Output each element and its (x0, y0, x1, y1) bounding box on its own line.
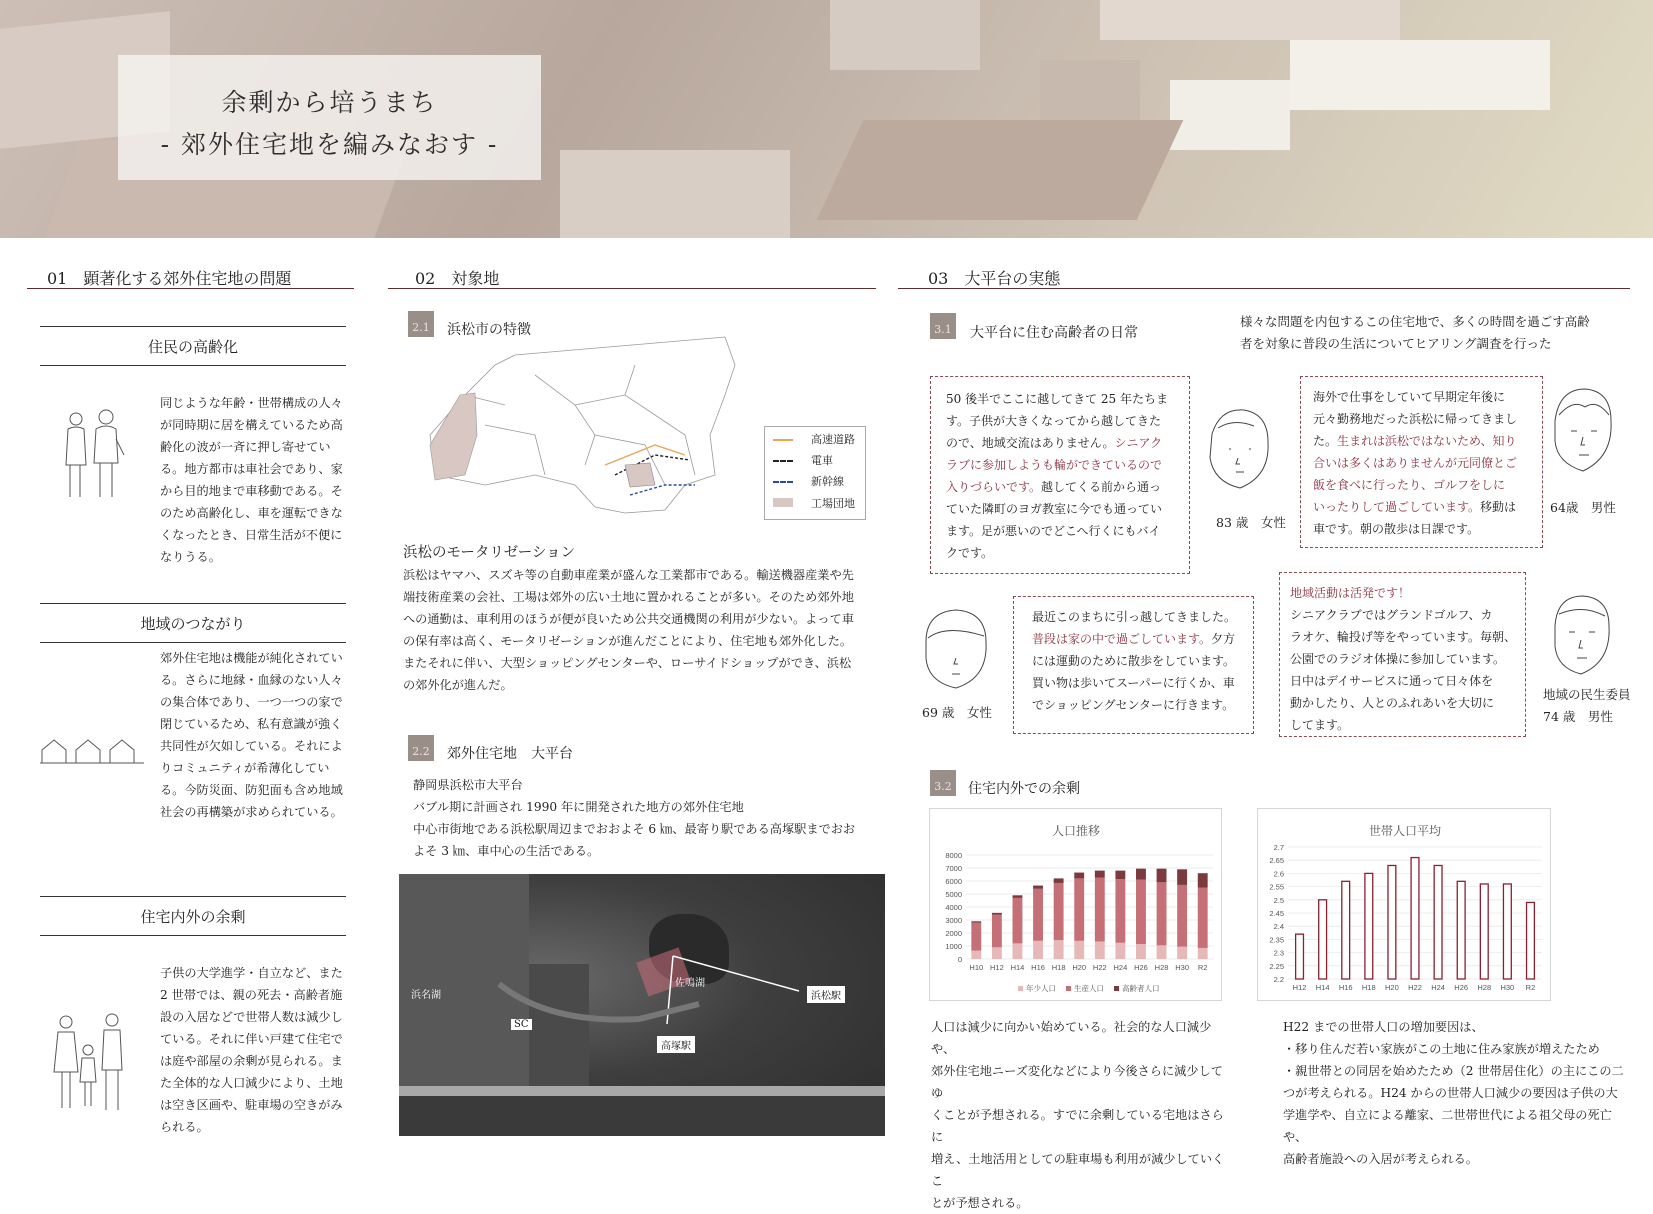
label-takatsuka-station: 高塚駅 (657, 1036, 695, 1053)
chart1-ytick: 8000 (945, 851, 962, 860)
chart1-bar-segment (992, 913, 1002, 915)
section03-header: 03 大平台の実態 (928, 269, 1061, 288)
chart2-bar (1480, 884, 1488, 979)
family-icon (50, 1010, 150, 1120)
chart1-ytick: 1000 (945, 942, 962, 951)
chart1-bar-segment (1157, 945, 1167, 959)
houses-icon (40, 736, 145, 766)
community-rule-bottom (40, 642, 346, 643)
chart1-xtick: H10 (969, 963, 984, 972)
face-woman-83-icon (1200, 402, 1275, 502)
chart2-xtick: H28 (1477, 983, 1492, 992)
chart1-bar-segment (1177, 885, 1187, 947)
chart2-bar (1411, 858, 1419, 979)
chart1-bar-segment (1136, 880, 1146, 944)
chart2-xtick: H12 (1292, 983, 1307, 992)
chart2-xtick: H20 (1385, 983, 1399, 992)
badge-2-2: 2.2 (408, 735, 434, 761)
chart1-legend-label: 生産人口 (1074, 984, 1104, 993)
legend-train: 電車 (811, 454, 833, 467)
chart2-title: 世帯人口平均 (1368, 824, 1442, 838)
chart1-ytick: 5000 (945, 890, 962, 899)
chart2-xtick: H14 (1315, 983, 1330, 992)
chart1-bar-segment (1115, 943, 1125, 959)
chart1-bar-segment (1013, 898, 1023, 944)
aging-rule-top (40, 326, 346, 327)
chart1-bar-segment (992, 947, 1002, 959)
surplus-body: 子供の大学進学・自立など、また 2 世帯では、親の死去・高齢者施 設の入居などで世帯人数は減少し ている。それに伴い戸建て住宅で は庭や部屋の余剰が見られる。ま た全体的な人口減少により、土地 は空き区画や、駐車場の空きがみ られる。 (160, 966, 343, 1134)
chart2-ytick: 2.45 (1269, 909, 1284, 918)
chart1-bar-segment (1013, 895, 1023, 898)
chart1-bar-segment (1198, 888, 1208, 948)
legend-industrial: 工場団地 (811, 497, 855, 510)
surplus-rule-bottom (40, 935, 346, 936)
chart1-xtick: H16 (1031, 963, 1045, 972)
chart1-bar-segment (1095, 871, 1105, 878)
chart1-legend-swatch (1066, 986, 1071, 991)
chart1-bar-segment (1074, 941, 1084, 959)
household-chart (1257, 808, 1551, 1001)
chart1-ytick: 6000 (945, 877, 962, 886)
chart1-xtick: H30 (1175, 963, 1190, 972)
caption-64: 64歳 男性 (1550, 500, 1616, 515)
chart1-bar-segment (1074, 878, 1084, 940)
chart1-legend-swatch (1018, 986, 1023, 991)
badge-3-1: 3.1 (930, 313, 956, 339)
chart2-bar (1342, 881, 1350, 979)
chart1-ytick: 0 (957, 955, 962, 964)
chart2-xtick: H18 (1361, 983, 1376, 992)
aging-title: 住民の高齢化 (147, 338, 238, 356)
interview-text-2: 海外で仕事をしていて早期定年後に 元々勤務地だった浜松に帰ってきまし た。生まれは浜松ではないため、知り 合いは多くはありませんが元同僚とご 飯を食べに行ったり、ゴルフをしに いったりして過ごしています。移動は 車です。朝の散歩は日課です。 (1313, 390, 1518, 536)
caption-83: 83 歳 女性 (1216, 515, 1286, 530)
title-line1: 余剰から培うまち (221, 88, 438, 117)
section02-rule (388, 288, 876, 289)
caption-74-age: 74 歳 男性 (1543, 709, 1613, 724)
ohiradai-title: 郊外住宅地 大平台 (447, 746, 573, 762)
chart1-bar-segment (1136, 944, 1146, 959)
chart1-legend-swatch (1114, 986, 1119, 991)
chart1-bar-segment (1177, 869, 1187, 885)
chart1-legend-label: 高齢者人口 (1122, 984, 1160, 993)
chart1-bar-segment (1198, 873, 1208, 887)
chart1-legend-label: 年少人口 (1026, 984, 1056, 993)
surplus-rule-top (40, 896, 346, 897)
face-man-74-icon (1543, 590, 1618, 690)
chart1-bar-segment (1115, 871, 1125, 879)
chart2-bar (1319, 900, 1327, 979)
chart1-ytick: 4000 (945, 903, 962, 912)
chart2-bar (1388, 865, 1396, 979)
motorization-title: 浜松のモータリゼーション (403, 545, 576, 561)
label-sanaruko: 佐鳴湖 (675, 978, 705, 989)
chart1-bar-segment (1198, 948, 1208, 959)
chart2-ytick: 2.4 (1273, 922, 1284, 932)
face-man-64-icon (1545, 385, 1620, 485)
chart2-bar (1457, 881, 1465, 979)
elderly-couple-icon (58, 405, 138, 505)
badge-3-2: 3.2 (930, 770, 956, 796)
chart1-ytick: 3000 (945, 916, 962, 925)
face-woman-69-icon (916, 602, 996, 702)
household-chart-svg (1258, 809, 1552, 1002)
chart2-xtick: R2 (1525, 983, 1536, 992)
chart1-xtick: R2 (1197, 963, 1208, 972)
aging-rule-bottom (40, 365, 346, 366)
chart1-bar-segment (1177, 947, 1187, 959)
chart1-xtick: H12 (989, 963, 1004, 972)
chart1-bar-segment (1074, 873, 1084, 879)
survey-intro: 様々な問題を内包するこの住宅地で、多くの時間を過ごす高齢 者を対象に普段の生活についてヒアリング調査を行った (1240, 314, 1590, 351)
elderly-daily-title: 大平台に住む高齢者の日常 (970, 325, 1138, 341)
chart1-bar-segment (1115, 879, 1125, 943)
chart1-xtick: H18 (1051, 963, 1066, 972)
chart1-bar-segment (1054, 940, 1064, 959)
chart2-ytick: 2.6 (1273, 869, 1284, 879)
ohiradai-body: 静岡県浜松市大平台 バブル期に計画され 1990 年に開発された地方の郊外住宅地 中心市街地である浜松駅周辺までおおよそ 6 ㎞、最寄り駅である高塚駅までおお よそ 3 ㎞、車中心の生活である。 (413, 778, 856, 858)
legend-shinkansen: 新幹線 (811, 475, 844, 488)
chart1-bar-segment (1013, 943, 1023, 959)
chart2-bar (1434, 865, 1442, 979)
chart1-bar-segment (1033, 889, 1043, 941)
chart1-xtick: H26 (1134, 963, 1148, 972)
community-title: 地域のつながり (140, 615, 246, 633)
population-chart-svg (930, 809, 1223, 1002)
chart1-bar-segment (992, 915, 1002, 948)
label-sc: SC (511, 1019, 532, 1030)
chart2-ytick: 2.7 (1273, 843, 1284, 852)
hamamatsu-features-title: 浜松市の特徴 (447, 322, 531, 338)
chart1-bar-segment (1157, 869, 1167, 883)
chart2-ytick: 2.25 (1269, 961, 1284, 971)
chart1-bar-segment (1095, 941, 1105, 959)
chart2-bar (1527, 902, 1535, 979)
chart1-bar-segment (1157, 882, 1167, 945)
surplus-title: 住宅内外の余剰 (140, 908, 246, 926)
chart1-xtick: H22 (1092, 963, 1107, 972)
community-rule-top (40, 603, 346, 604)
chart2-xtick: H26 (1454, 983, 1469, 992)
interview-text-4: 地域活動は活発です！ シニアクラブではグランドゴルフ、カ ラオケ、輪投げ等をやっています。毎朝、 公園でのラジオ体操に参加しています。 日中はデイサービスに通って日々体を 動かしたり、人とのふれあいを大切に してます。 (1290, 586, 1516, 732)
chart1-bar-segment (971, 951, 981, 959)
label-hamanako: 浜名湖 (411, 990, 441, 1001)
map-legend (764, 426, 866, 520)
chart2-xtick: H24 (1431, 983, 1445, 992)
chart2-ytick: 2.55 (1269, 882, 1284, 892)
aging-body: 同じような年齢・世帯構成の人々 が同時期に居を構えているため高 齢化の波が一斉に押し寄せてい る。地方都市は車社会であり、家 から目的地まで車移動である。そ のため高齢化し、車を運転できな くなったとき、日常生活が不便に なりうる。 (160, 396, 343, 564)
interview-text-1: 50 後半でここに越してきて 25 年たちま す。子供が大きくなってから越してきた ので、地域交流はありません。シニアク ラブに参加しようも輪ができているので 入りづらいです。越してくる前から通っ ていた隣町のヨガ教室に今でも通ってい ます。足が悪いのでどこへ行くにもバイ クです。 (946, 392, 1168, 560)
chart1-bar-segment (1054, 883, 1064, 940)
interview-text-3: 最近このまちに引っ越してきました。 普段は家の中で過ごしています。夕方 には運動のために散歩をしています。 買い物は歩いてスーパーに行くか、車 でショッピングセンターに行きます。 (1032, 610, 1237, 712)
chart1-xtick: H24 (1113, 963, 1128, 972)
chart1-bar-segment (1054, 878, 1064, 883)
chart2-ytick: 2.35 (1269, 935, 1284, 945)
motorization-body: 浜松はヤマハ、スズキ等の自動車産業が盛んな工業都市である。輸送機器産業や先 端技術産業の会社、工場は郊外の広い土地に置かれることが多い。そのため郊外地 への通勤は、車利用のほうが便が良いため公共交通機関の利用が少ない。よって車 の保有率は高く、モータリゼーションが進んだことにより、住宅地も郊外化した。 またそれに伴い、大型ショッピングセンターや、ローサイドショップができ、浜松 の郊外化が進んだ。 (403, 568, 854, 692)
section01-header: 01 顕著化する郊外住宅地の問題 (47, 269, 292, 288)
population-chart (929, 808, 1222, 1001)
badge-2-1: 2.1 (408, 311, 434, 337)
chart2-xtick: H30 (1500, 983, 1515, 992)
community-body: 郊外住宅地は機能が純化されてい る。さらに地縁・血縁のない人々 の集合体であり、一つ一つの家で 閉じているため、私有意識が強く 共同性が欠如している。それによ りコミュニティが希薄化してい る。今防災面、防犯面も含め地域 社会の再構築が求められている。 (160, 651, 343, 819)
chart2-xtick: H22 (1408, 983, 1422, 992)
chart2-bar (1503, 884, 1511, 979)
section01-rule (27, 288, 354, 289)
legend-expressway: 高速道路 (811, 433, 855, 446)
chart2-xtick: H16 (1338, 983, 1353, 992)
chart1-xtick: H20 (1072, 963, 1087, 972)
section03-rule (898, 288, 1630, 289)
chart2-ytick: 2.5 (1273, 895, 1284, 905)
chart1-bar-segment (1033, 941, 1043, 959)
chart1-bar-segment (971, 921, 981, 922)
population-text: 人口は減少に向かい始めている。社会的な人口減少や、 郊外住宅地ニーズ変化などにより今後さらに減少してゆ くことが予想される。すでに余剰している宅地はさらに 増え、土地活用としての駐車場も利用が減少していくこ とが予想される。 (931, 1020, 1225, 1210)
household-text: H22 までの世帯人口の増加要因は、 ・移り住んだ若い家族がこの土地に住み家族が増えたため ・親世帯との同居を始めたため（2 世帯居住化）の主にこの二 つが考えられる。H24 からの世帯人口減少の要因は子供の大 学進学や、自立による離家、二世帯世代による祖父母の死亡や、 高齢者施設への入居が考えられる。 (1283, 1020, 1624, 1166)
aerial-photo (399, 874, 885, 1136)
section02-header: 02 対象地 (415, 269, 500, 288)
chart1-xtick: H14 (1010, 963, 1025, 972)
chart2-bar (1296, 934, 1304, 979)
caption-74-role: 地域の民生委員 (1543, 687, 1631, 702)
chart1-bar-segment (1033, 886, 1043, 889)
surplus-inout-title: 住宅内外での余剰 (968, 781, 1080, 797)
chart2-ytick: 2.3 (1273, 948, 1284, 958)
label-hamamatsu-station: 浜松駅 (807, 986, 845, 1003)
chart1-ytick: 7000 (945, 864, 962, 873)
chart1-title: 人口推移 (1051, 824, 1101, 838)
chart1-bar-segment (971, 923, 981, 951)
chart1-bar-segment (1136, 869, 1146, 880)
chart2-ytick: 2.2 (1273, 975, 1284, 984)
chart2-bar (1365, 873, 1373, 979)
chart2-ytick: 2.65 (1269, 856, 1284, 866)
chart1-bar-segment (1095, 878, 1105, 942)
chart1-xtick: H28 (1154, 963, 1169, 972)
title-box (118, 55, 541, 180)
chart1-ytick: 2000 (945, 929, 962, 938)
title-line2: - 郊外住宅地を編みなおす - (160, 130, 499, 159)
caption-69: 69 歳 女性 (922, 705, 992, 720)
